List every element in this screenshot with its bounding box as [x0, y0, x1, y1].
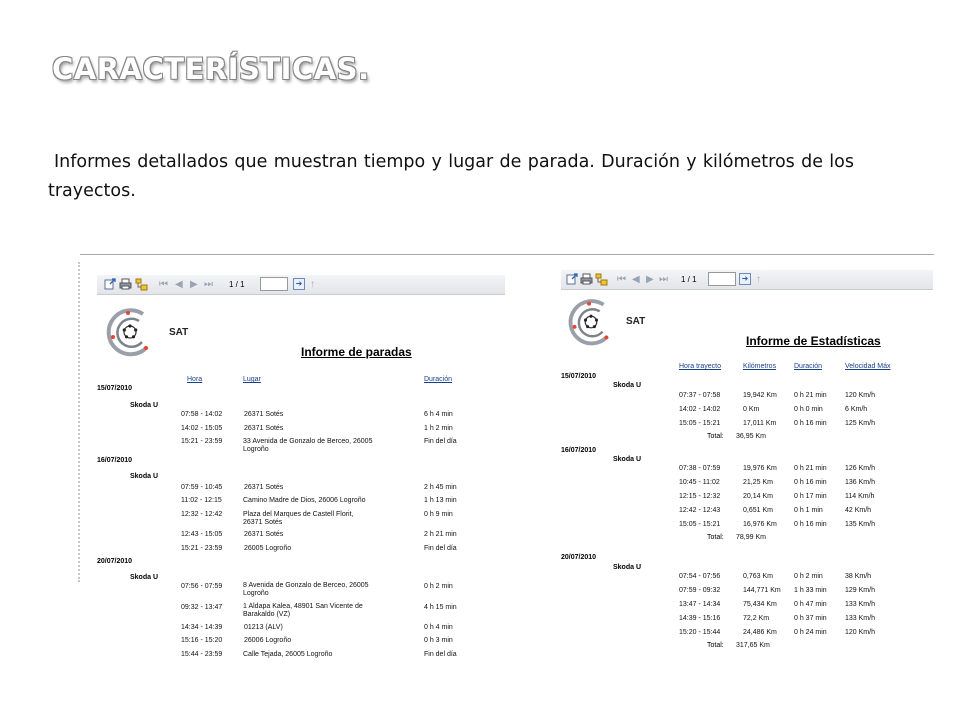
column-header: Hora [187, 376, 203, 383]
total-label: Total: [707, 534, 724, 541]
trip-km: 75,434 Km [743, 601, 777, 608]
column-header: Hora trayecto [679, 363, 722, 370]
export-icon[interactable] [565, 273, 578, 286]
stop-place: Plaza del Marques de Castell Florit, 26371 Sotés [243, 511, 354, 526]
column-header: Velocidad Máx [845, 363, 891, 370]
stop-time: 07:59 - 10:45 [181, 484, 223, 491]
stop-place: 26371 Sotés [244, 531, 284, 538]
total-km: 36,95 Km [736, 433, 766, 440]
trip-duration: 0 h 0 min [794, 406, 823, 413]
first-page-icon[interactable]: ⏮ [617, 274, 626, 285]
parent-report-icon[interactable]: ↑ [310, 279, 315, 290]
trip-speed: 126 Km/h [845, 465, 875, 472]
trip-km: 0,763 Km [743, 573, 773, 580]
stop-duration: Fin del día [424, 545, 457, 552]
slide-description: Informes detallados que muestran tiempo y lugar de parada. Duración y kilómetros de los trayectos. [48, 152, 854, 201]
trip-duration: 0 h 2 min [794, 573, 823, 580]
trip-km: 144,771 Km [743, 587, 781, 594]
stop-duration: 0 h 9 min [424, 511, 453, 518]
trip-speed: 114 Km/h [845, 493, 875, 500]
parent-report-icon[interactable]: ↑ [756, 274, 761, 285]
stop-duration: 4 h 15 min [424, 604, 457, 611]
stop-place: Camino Madre de Dios, 26006 Logroño [243, 497, 366, 504]
stops-report [97, 275, 507, 665]
stop-duration: 0 h 2 min [424, 583, 453, 590]
stop-time: 15:21 - 23:59 [181, 438, 223, 445]
trip-duration: 1 h 33 min [794, 587, 827, 594]
trip-speed: 136 Km/h [845, 479, 875, 486]
column-header: Duración [794, 363, 823, 370]
trip-duration: 0 h 47 min [794, 601, 827, 608]
stop-time: 11:02 - 12:15 [181, 497, 222, 504]
stop-place: 01213 (ALV) [244, 624, 283, 631]
stop-place: 26006 Logroño [244, 637, 292, 644]
report-date: 20/07/2010 [561, 554, 597, 561]
trip-speed: 120 Km/h [845, 392, 875, 399]
print-icon[interactable] [580, 273, 593, 286]
trip-duration: 0 h 37 min [794, 615, 827, 622]
trip-km: 0,651 Km [743, 507, 773, 514]
trip-speed: 38 Km/h [845, 573, 872, 580]
total-label: Total: [707, 642, 724, 649]
last-page-icon[interactable]: ⏭ [659, 274, 668, 285]
report-date: 20/07/2010 [97, 558, 133, 565]
trip-km: 0 Km [743, 406, 760, 413]
stop-time: 09:32 - 13:47 [181, 604, 223, 611]
stop-time: 14:34 - 14:39 [181, 624, 223, 631]
stop-duration: 0 h 3 min [424, 637, 453, 644]
trip-km: 20,14 Km [743, 493, 773, 500]
trip-km: 19,976 Km [743, 465, 777, 472]
page-indicator: 1 / 1 [229, 280, 245, 289]
stop-duration: 2 h 21 min [424, 531, 457, 538]
next-page-icon[interactable]: ▶ [190, 279, 198, 290]
stop-place: 33 Avenida de Gonzalo de Berceo, 26005 Logroño [243, 438, 373, 453]
trip-duration: 0 h 16 min [794, 420, 827, 427]
next-page-icon[interactable]: ▶ [646, 274, 654, 285]
stop-time: 14:02 - 15:05 [181, 425, 223, 432]
trip-time: 07:59 - 09:32 [679, 587, 721, 594]
report-date: 16/07/2010 [97, 457, 133, 464]
stop-place: Calle Tejada, 26005 Logroño [243, 651, 333, 658]
stop-time: 15:21 - 23:59 [181, 545, 223, 552]
stop-time: 07:58 - 14:02 [181, 411, 223, 418]
vehicle-name: Skoda U [613, 382, 642, 389]
stop-duration: Fin del día [424, 438, 457, 445]
total-km: 78,99 Km [736, 534, 766, 541]
vehicle-name: Skoda U [613, 456, 642, 463]
stop-time: 07:56 - 07:59 [181, 583, 223, 590]
go-page-icon[interactable]: ➜ [739, 273, 751, 285]
go-page-icon[interactable]: ➜ [293, 278, 305, 290]
column-header: Kilómetros [743, 363, 777, 370]
trip-time: 15:05 - 15:21 [679, 420, 721, 427]
stop-duration: 6 h 4 min [424, 411, 453, 418]
vehicle-name: Skoda U [613, 564, 642, 571]
trip-speed: 133 Km/h [845, 601, 875, 608]
tree-icon[interactable] [595, 273, 608, 286]
trip-duration: 0 h 21 min [794, 392, 827, 399]
sat-logo-icon [103, 305, 157, 364]
trip-km: 21,25 Km [743, 479, 773, 486]
report-toolbar [97, 275, 505, 295]
sat-logo-icon [565, 296, 617, 353]
trip-speed: 120 Km/h [845, 629, 875, 636]
report-date: 15/07/2010 [97, 385, 133, 392]
trip-duration: 0 h 17 min [794, 493, 827, 500]
print-icon[interactable] [119, 278, 132, 291]
vehicle-name: Skoda U [130, 402, 159, 409]
stop-duration: 1 h 13 min [424, 497, 457, 504]
sat-label: SAT [626, 316, 646, 327]
trip-time: 07:37 - 07:58 [679, 392, 721, 399]
report-date: 15/07/2010 [561, 373, 597, 380]
stop-place: 26371 Sotés [244, 411, 284, 418]
trip-speed: 133 Km/h [845, 615, 875, 622]
report-toolbar [561, 270, 933, 290]
stop-duration: Fin del día [424, 651, 457, 658]
trip-time: 14:02 - 14:02 [679, 406, 721, 413]
stats-report [561, 270, 936, 655]
trip-time: 14:39 - 15:16 [679, 615, 721, 622]
prev-page-icon[interactable]: ◀ [632, 274, 640, 285]
column-header: Lugar [243, 376, 261, 383]
trip-duration: 0 h 1 min [794, 507, 823, 514]
trip-km: 17,011 Km [743, 420, 777, 427]
stop-duration: 1 h 2 min [424, 425, 453, 432]
trip-time: 07:38 - 07:59 [679, 465, 721, 472]
trip-time: 12:42 - 12:43 [679, 507, 721, 514]
trip-speed: 42 Km/h [845, 507, 872, 514]
sat-label: SAT [169, 327, 189, 338]
vehicle-name: Skoda U [130, 473, 159, 480]
stop-duration: 2 h 45 min [424, 484, 457, 491]
vehicle-name: Skoda U [130, 574, 159, 581]
stop-time: 12:43 - 15:05 [181, 531, 223, 538]
column-header: Duración [424, 376, 453, 383]
trip-km: 19,942 Km [743, 392, 777, 399]
stop-place: 26005 Logroño [244, 545, 292, 552]
trip-time: 15:05 - 15:21 [679, 521, 721, 528]
page-indicator: 1 / 1 [681, 275, 697, 284]
page-input[interactable] [708, 272, 736, 286]
tree-icon[interactable] [135, 278, 148, 291]
stop-place: 26371 Sotés [244, 484, 284, 491]
trip-km: 24,486 Km [743, 629, 777, 636]
trip-km: 16,976 Km [743, 521, 777, 528]
prev-page-icon[interactable]: ◀ [175, 279, 183, 290]
left-dotted-edge [78, 262, 80, 582]
total-km: 317,65 Km [736, 642, 770, 649]
first-page-icon[interactable]: ⏮ [159, 279, 168, 290]
report-title: Informe de paradas [301, 345, 412, 359]
trip-time: 12:15 - 12:32 [679, 493, 721, 500]
trip-duration: 0 h 21 min [794, 465, 827, 472]
stop-place: 1 Aldapa Kalea, 48901 San Vicente de Barakaldo (VZ) [243, 603, 363, 618]
trip-time: 10:45 - 11:02 [679, 479, 720, 486]
trip-duration: 0 h 16 min [794, 479, 827, 486]
trip-km: 72,2 Km [743, 615, 770, 622]
report-date: 16/07/2010 [561, 447, 597, 454]
trip-speed: 129 Km/h [845, 587, 875, 594]
stop-place: 26371 Sotés [244, 425, 284, 432]
trip-speed: 125 Km/h [845, 420, 875, 427]
last-page-icon[interactable]: ⏭ [204, 279, 213, 290]
trip-speed: 135 Km/h [845, 521, 875, 528]
total-label: Total: [707, 433, 724, 440]
stop-time: 12:32 - 12:42 [181, 511, 223, 518]
stop-duration: 0 h 4 min [424, 624, 453, 631]
slide-title: CARACTERÍSTICAS. [52, 52, 370, 86]
trip-time: 07:54 - 07:56 [679, 573, 721, 580]
trip-duration: 0 h 24 min [794, 629, 827, 636]
export-icon[interactable] [103, 278, 116, 291]
trip-speed: 6 Km/h [845, 406, 868, 413]
trip-time: 15:20 - 15:44 [679, 629, 721, 636]
page-input[interactable] [260, 277, 288, 291]
separator-line [80, 254, 934, 255]
trip-duration: 0 h 16 min [794, 521, 827, 528]
stop-time: 15:16 - 15:20 [181, 637, 223, 644]
trip-time: 13:47 - 14:34 [679, 601, 721, 608]
stop-time: 15:44 - 23:59 [181, 651, 223, 658]
stop-place: 8 Avenida de Gonzalo de Berceo, 26005 Logroño [243, 582, 369, 597]
report-title: Informe de Estadísticas [746, 334, 881, 348]
